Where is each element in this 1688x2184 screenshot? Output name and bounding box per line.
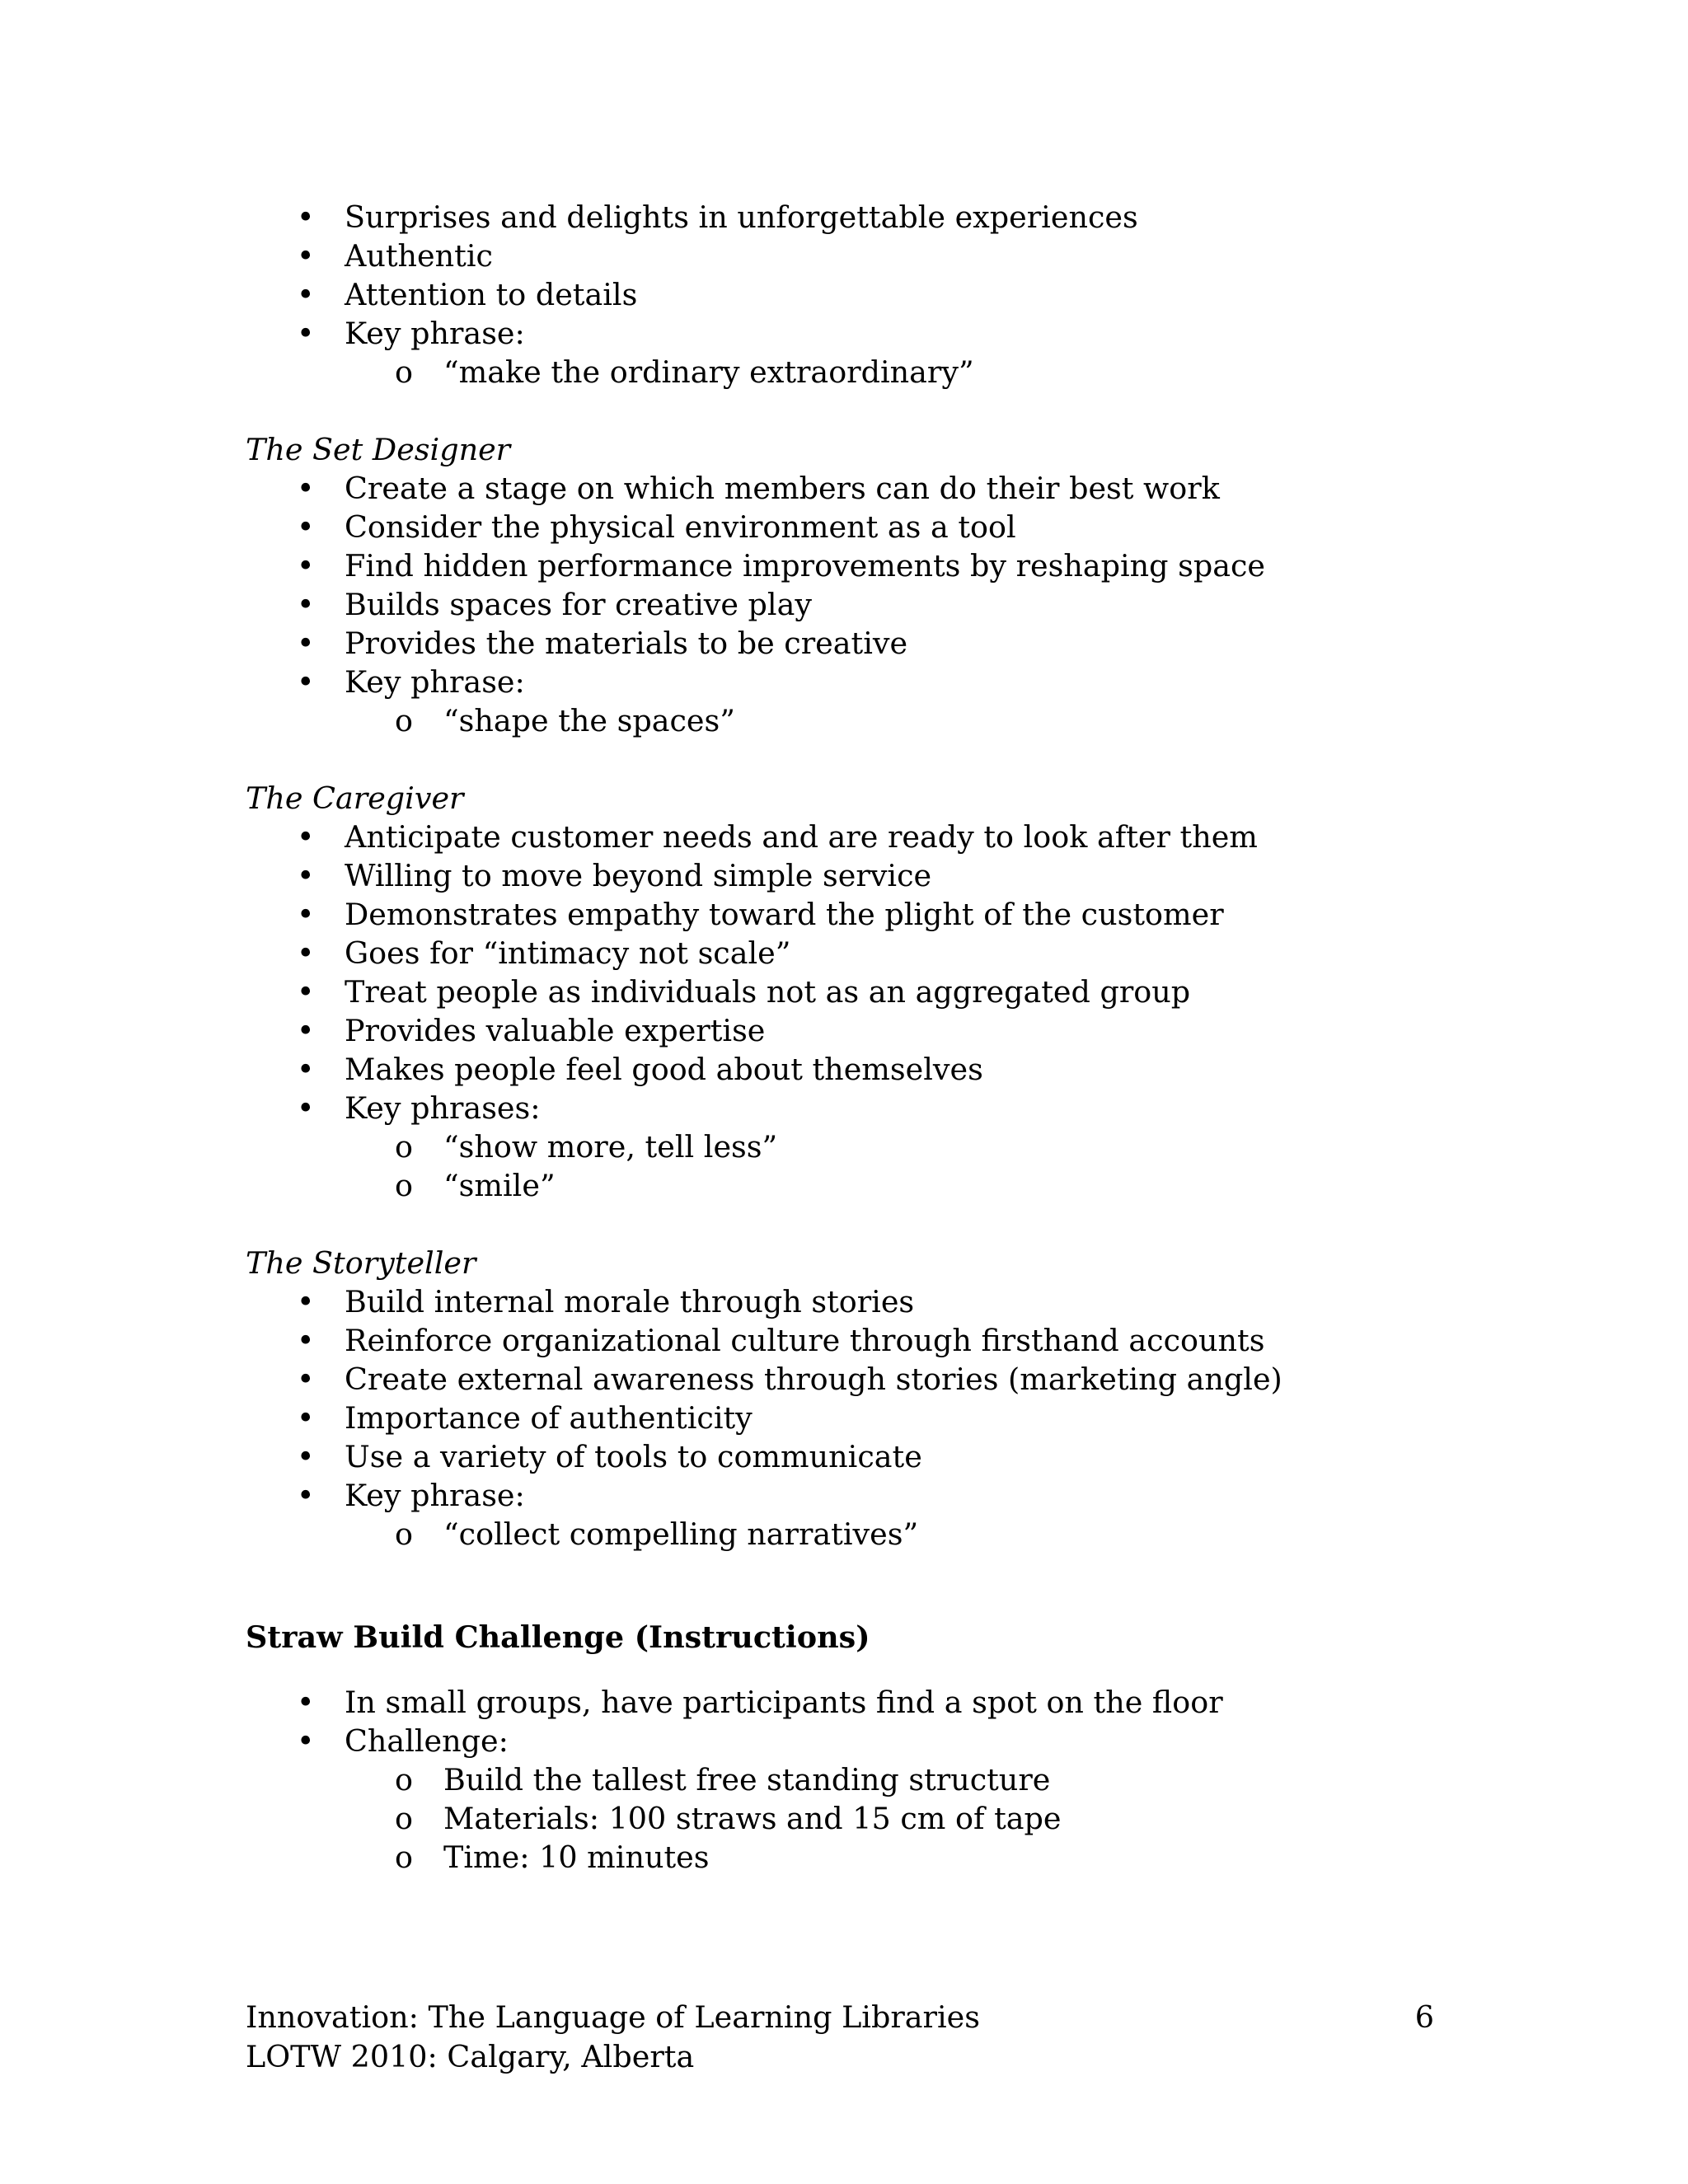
list-item-text: Willing to move beyond simple service: [345, 858, 932, 893]
bullet-icon: •: [297, 316, 315, 351]
list-item: [246, 508, 1449, 546]
challenge-sub-list: [246, 1760, 1449, 1877]
list-item-text: Anticipate customer needs and are ready to look after them: [345, 819, 1258, 855]
sub-list-item-text: Materials: 100 straws and 15 cm of tape: [443, 1801, 1062, 1836]
bullet-icon: •: [297, 1361, 315, 1397]
bullet-icon: •: [297, 1323, 315, 1358]
list-item: [246, 546, 1449, 585]
set-designer-list: [246, 469, 1449, 701]
footer-row: [246, 2037, 1434, 2077]
bullet-icon: •: [297, 199, 315, 235]
list-item: [246, 895, 1449, 934]
bullet-icon: •: [297, 548, 315, 583]
sub-list-item: [246, 353, 1449, 391]
sub-list-item: [246, 701, 1449, 740]
section-title-caregiver: The Caregiver: [246, 780, 464, 816]
circle-bullet-icon: o: [395, 1762, 413, 1797]
list-item: [246, 1360, 1449, 1399]
circle-bullet-icon: o: [395, 354, 413, 390]
circle-bullet-icon: o: [395, 1801, 413, 1836]
list-item: [246, 1722, 1449, 1760]
bullet-icon: •: [297, 858, 315, 893]
storyteller-sub-list: [246, 1515, 1449, 1554]
list-item: [246, 1089, 1449, 1127]
bullet-icon: •: [297, 626, 315, 661]
circle-bullet-icon: o: [395, 703, 413, 738]
page-footer: [246, 1998, 1434, 2077]
sub-list-item-text: “shape the spaces”: [443, 703, 735, 738]
bullet-icon: •: [297, 1284, 315, 1319]
bullet-icon: •: [297, 974, 315, 1010]
list-item-text: Build internal morale through stories: [345, 1284, 915, 1319]
sub-list-item: [246, 1799, 1449, 1838]
list-item-text: Create external awareness through stories (marketing angle): [345, 1361, 1282, 1397]
caregiver-sub-list: [246, 1127, 1449, 1205]
bullet-icon: •: [297, 897, 315, 932]
list-item-text: Find hidden performance improvements by reshaping space: [345, 548, 1266, 583]
sub-list-item: [246, 1515, 1449, 1554]
sub-list-item: [246, 1760, 1449, 1799]
intro-sub-list: [246, 353, 1449, 391]
sub-list-item-text: “collect compelling narratives”: [443, 1516, 919, 1552]
list-item-text: Demonstrates empathy toward the plight of the customer: [345, 897, 1224, 932]
sub-list-item: [246, 1166, 1449, 1205]
list-item-text: Key phrase:: [345, 664, 525, 700]
bullet-icon: •: [297, 1052, 315, 1087]
page-number: 6: [1414, 1999, 1434, 2035]
sub-list-item: [246, 1838, 1449, 1877]
list-item: [246, 469, 1449, 508]
list-item: [246, 818, 1449, 856]
sub-list-item-text: “smile”: [443, 1168, 556, 1203]
list-item: [246, 856, 1449, 895]
bullet-icon: •: [297, 935, 315, 971]
list-item-text: In small groups, have participants find a spot on the floor: [345, 1685, 1223, 1720]
circle-bullet-icon: o: [395, 1516, 413, 1552]
list-item: [246, 275, 1449, 314]
bullet-icon: •: [297, 1723, 315, 1759]
list-item-text: Use a variety of tools to communicate: [345, 1439, 922, 1474]
bullet-icon: •: [297, 664, 315, 700]
list-item-text: Challenge:: [345, 1723, 509, 1759]
list-item: [246, 624, 1449, 663]
bullet-icon: •: [297, 277, 315, 312]
bullet-icon: •: [297, 1090, 315, 1126]
challenge-heading: Straw Build Challenge (Instructions): [246, 1619, 870, 1655]
circle-bullet-icon: o: [395, 1840, 413, 1875]
bullet-icon: •: [297, 1400, 315, 1436]
bullet-icon: •: [297, 1685, 315, 1720]
storyteller-list: [246, 1282, 1449, 1515]
list-item: [246, 237, 1449, 275]
list-item: [246, 1282, 1449, 1321]
section-title-storyteller: The Storyteller: [246, 1245, 476, 1281]
list-item-text: Attention to details: [345, 277, 638, 312]
list-item: [246, 198, 1449, 237]
set-designer-sub-list: [246, 701, 1449, 740]
bullet-icon: •: [297, 509, 315, 545]
circle-bullet-icon: o: [395, 1168, 413, 1203]
section-title-set-designer: The Set Designer: [246, 432, 511, 467]
caregiver-list: [246, 818, 1449, 1127]
circle-bullet-icon: o: [395, 1129, 413, 1165]
list-item-text: Builds spaces for creative play: [345, 587, 812, 622]
list-item-text: Authentic: [345, 238, 493, 274]
list-item-text: Surprises and delights in unforgettable experiences: [345, 199, 1138, 235]
list-item: [246, 1050, 1449, 1089]
list-item-text: Key phrase:: [345, 1478, 525, 1513]
bullet-icon: •: [297, 238, 315, 274]
sub-list-item-text: “make the ordinary extraordinary”: [443, 354, 974, 390]
list-item: [246, 1399, 1449, 1437]
list-item-text: Key phrases:: [345, 1090, 541, 1126]
footer-title: Innovation: The Language of Learning Libraries: [246, 1999, 981, 2035]
challenge-list: [246, 1683, 1449, 1760]
footer-row: [246, 1998, 1434, 2037]
list-item-text: Provides valuable expertise: [345, 1013, 766, 1048]
bullet-icon: •: [297, 471, 315, 506]
list-item-text: Reinforce organizational culture through firsthand accounts: [345, 1323, 1265, 1358]
sub-list-item: [246, 1127, 1449, 1166]
intro-list: [246, 198, 1449, 353]
list-item-text: Importance of authenticity: [345, 1400, 753, 1436]
list-item: [246, 1476, 1449, 1515]
list-item-text: Provides the materials to be creative: [345, 626, 908, 661]
bullet-icon: •: [297, 587, 315, 622]
list-item: [246, 1437, 1449, 1476]
sub-list-item-text: “show more, tell less”: [443, 1129, 778, 1165]
sub-list-item-text: Time: 10 minutes: [443, 1840, 710, 1875]
bullet-icon: •: [297, 1478, 315, 1513]
list-item-text: Key phrase:: [345, 316, 525, 351]
list-item: [246, 1683, 1449, 1722]
list-item: [246, 663, 1449, 701]
list-item-text: Treat people as individuals not as an aggregated group: [345, 974, 1191, 1010]
list-item-text: Create a stage on which members can do their best work: [345, 471, 1220, 506]
bullet-icon: •: [297, 819, 315, 855]
list-item-text: Goes for “intimacy not scale”: [345, 935, 791, 971]
bullet-icon: •: [297, 1439, 315, 1474]
list-item-text: Makes people feel good about themselves: [345, 1052, 983, 1087]
list-item: [246, 972, 1449, 1011]
list-item: [246, 1321, 1449, 1360]
bullet-icon: •: [297, 1013, 315, 1048]
list-item: [246, 934, 1449, 972]
list-item: [246, 585, 1449, 624]
sub-list-item-text: Build the tallest free standing structure: [443, 1762, 1051, 1797]
page-content: [246, 198, 1449, 1877]
list-item: [246, 1011, 1449, 1050]
footer-event: LOTW 2010: Calgary, Alberta: [246, 2039, 695, 2074]
list-item: [246, 314, 1449, 353]
list-item-text: Consider the physical environment as a tool: [345, 509, 1016, 545]
